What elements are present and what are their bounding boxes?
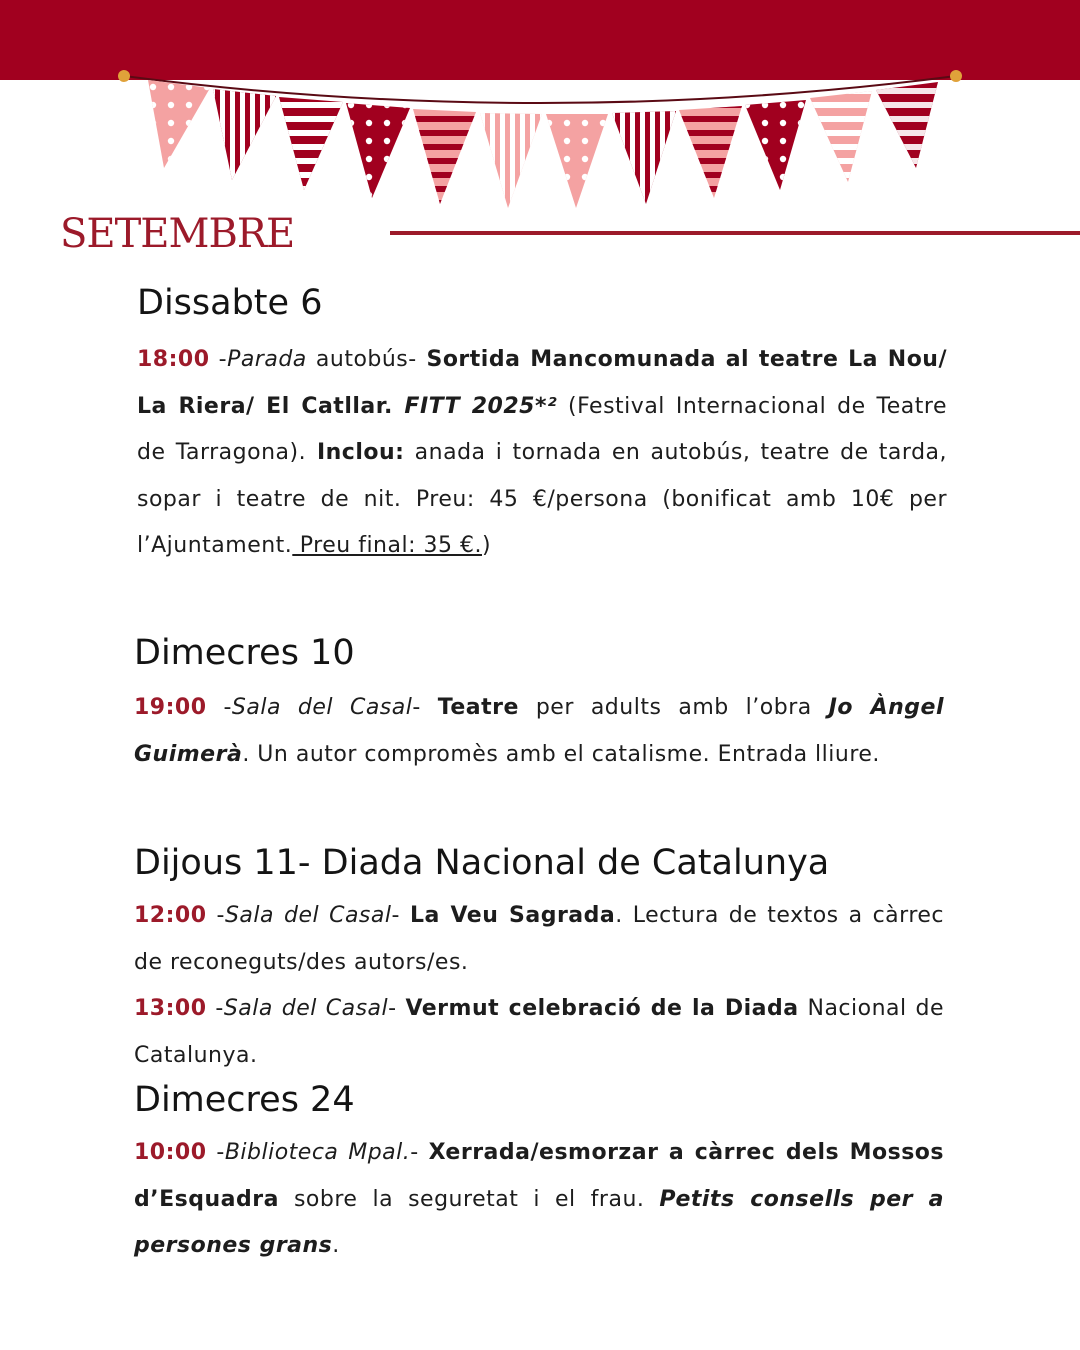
event-time: 12:00: [134, 903, 207, 928]
event-text: . Lectura de textos a càrrec de reconeguts/des autors/es.: [134, 903, 945, 975]
event-item: [134, 685, 944, 778]
event-place: Sala del Casal: [224, 903, 392, 928]
flag-9: [679, 106, 742, 198]
event-title: Sortida Mancomunada al teatre La Nou/ La Riera/ El Catllar.: [137, 347, 948, 419]
day-title: Dissabte 6: [137, 283, 323, 323]
event-title: Xerrada/esmorzar a càrrec dels Mossos d’Esquadra: [134, 1140, 945, 1212]
day-section-dijous-11: [134, 841, 944, 1079]
event-time: 18:00: [137, 347, 210, 372]
day-title: Dijous 11- Diada Nacional de Catalunya: [134, 843, 830, 883]
event-includes-text: anada i tornada en autobús, teatre de tarda, sopar i teatre de nit. Preu: 45 €/persona (bonificat amb 10€ per l’Ajuntament.: [137, 440, 948, 558]
event-dash: -: [391, 903, 410, 928]
event-dash: -: [206, 903, 225, 928]
event-place: Sala del Casal: [231, 695, 413, 720]
event-close: ): [481, 533, 492, 558]
event-title: La Veu Sagrada: [409, 903, 616, 928]
flag-11: [810, 91, 872, 182]
event-dash: -: [206, 1140, 225, 1165]
event-dash: -: [410, 1140, 429, 1165]
day-section-dimecres-10: [134, 631, 944, 778]
flag-5: [413, 109, 476, 204]
day-title: Dimecres 24: [134, 1080, 355, 1120]
flag-3: [279, 97, 343, 190]
garland-pin-left: [118, 70, 130, 82]
event-time: 10:00: [134, 1140, 207, 1165]
event-item: [134, 1130, 944, 1270]
event-place: Biblioteca Mpal.: [224, 1140, 411, 1165]
month-title: SETEMBRE: [60, 211, 295, 257]
event-text: . Un autor compromès amb el catalisme. Entrada lliure.: [242, 741, 880, 767]
flag-7: [546, 114, 608, 208]
event-title: Teatre: [437, 695, 519, 720]
event-work-title: Jo Àngel Guimerà: [134, 695, 944, 767]
flag-12: [876, 82, 938, 168]
garland-pin-right: [950, 70, 962, 82]
event-final-price: Preu final: 35 €.: [292, 533, 482, 558]
event-dash: -: [388, 996, 406, 1021]
event-text: .: [332, 1233, 340, 1258]
flag-6: [480, 113, 542, 208]
event-item: [134, 986, 944, 1079]
event-item: [134, 893, 944, 986]
event-dash: -: [412, 695, 438, 720]
event-time: 13:00: [134, 996, 207, 1021]
event-place: Parada: [227, 347, 307, 372]
bunting-garland-decoration: [0, 60, 1080, 220]
event-text: per adults amb l’obra: [518, 695, 829, 720]
event-text: sobre la seguretat i el frau.: [278, 1186, 660, 1212]
day-section-dissabte-6: [137, 281, 947, 570]
event-dash: -: [209, 347, 228, 372]
event-includes-label: Inclou:: [306, 440, 405, 465]
day-section-dimecres-24: [134, 1078, 944, 1270]
event-dash: -: [206, 996, 224, 1021]
flag-4: [346, 103, 410, 198]
event-dash: -: [206, 695, 232, 720]
event-place: Sala del Casal: [223, 996, 389, 1021]
event-place-rest: autobús-: [306, 347, 417, 372]
day-title: Dimecres 10: [134, 633, 355, 673]
flag-10: [745, 100, 806, 190]
event-festival: FITT 2025*²: [392, 393, 558, 419]
event-time: 19:00: [134, 695, 207, 720]
flag-1: [148, 80, 210, 168]
event-text: Nacional de Catalunya.: [134, 996, 944, 1068]
flag-8: [612, 111, 676, 204]
event-title: Vermut celebració de la Diada: [405, 996, 799, 1021]
event-festival-description: (Festival Internacional de Teatre de Tarragona).: [137, 393, 947, 465]
month-divider: [390, 231, 1080, 235]
flag-2: [213, 89, 276, 180]
event-advice: Petits consells per a persones grans: [134, 1186, 944, 1258]
event-item: [137, 337, 947, 570]
